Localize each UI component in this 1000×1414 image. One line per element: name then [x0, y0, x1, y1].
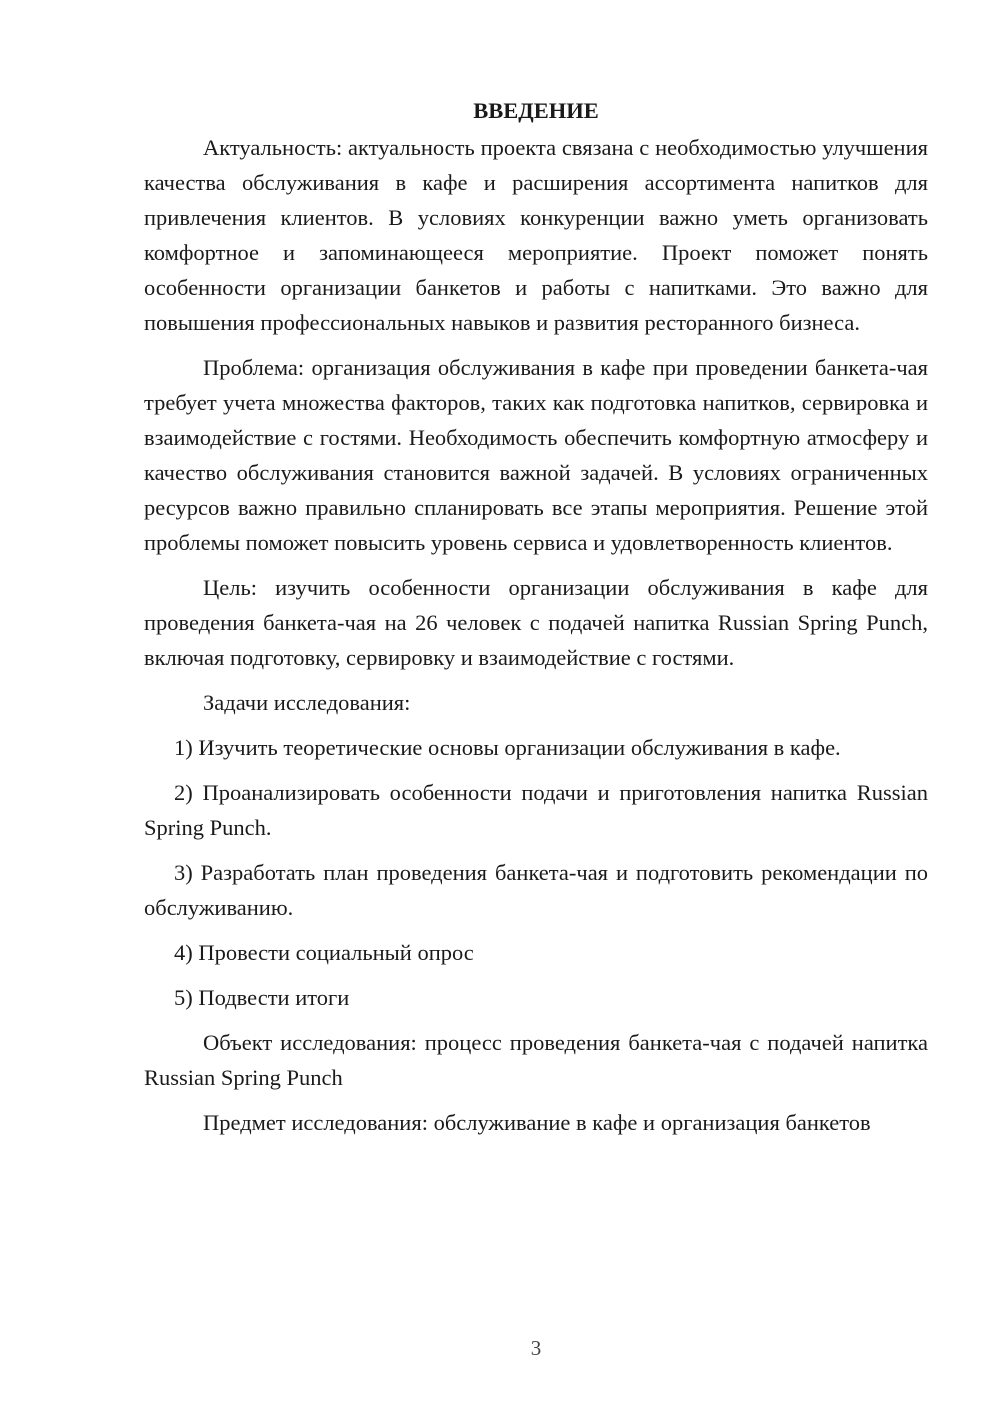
task-item-4: 4) Провести социальный опрос — [174, 940, 474, 965]
relevance-paragraph: Актуальность: актуальность проекта связана с необходимостью улучшения качества обслуживания в кафе и расширения ассортимента напитков для привлечения клиентов. В условиях конкуренции важно уметь организовать комфортное и запоминающееся мероприятие. Проект поможет понять особенности организации банкетов и работы с напитками. Это важно для повышения профессиональных навыков и развития ресторанного бизнеса. — [144, 135, 928, 335]
page-number: 3 — [530, 1336, 542, 1360]
problem-paragraph: Проблема: организация обслуживания в кафе при проведении банкета-чая требует учета множества факторов, таких как подготовка напитков, сервировка и взаимодействие с гостями. Необходимость обеспечить комфортную атмосферу и качество обслуживания становится важной задачей. В условиях ограниченных ресурсов важно правильно спланировать все этапы мероприятия. Решение этой проблемы поможет повысить уровень сервиса и удовлетворенность клиентов. — [144, 355, 928, 555]
subject-paragraph: Предмет исследования: обслуживание в кафе и организация банкетов — [203, 1110, 871, 1135]
page-content — [144, 92, 928, 1150]
tasks-heading: Задачи исследования: — [203, 690, 411, 715]
page-title: ВВЕДЕНИЕ — [473, 98, 599, 123]
task-item-5: 5) Подвести итоги — [174, 985, 350, 1010]
task-item-2: 2) Проанализировать особенности подачи и приготовления напитка Russian Spring Punch. — [144, 780, 928, 840]
object-paragraph: Объект исследования: процесс проведения банкета-чая с подачей напитка Russian Spring Punch — [144, 1030, 928, 1090]
goal-paragraph: Цель: изучить особенности организации обслуживания в кафе для проведения банкета-чая на 26 человек с подачей напитка Russian Spring Punch, включая подготовку, сервировку и взаимодействие с гостями. — [144, 575, 928, 670]
task-item-3: 3) Разработать план проведения банкета-чая и подготовить рекомендации по обслуживанию. — [144, 860, 928, 920]
task-item-1: 1) Изучить теоретические основы организации обслуживания в кафе. — [174, 735, 841, 760]
